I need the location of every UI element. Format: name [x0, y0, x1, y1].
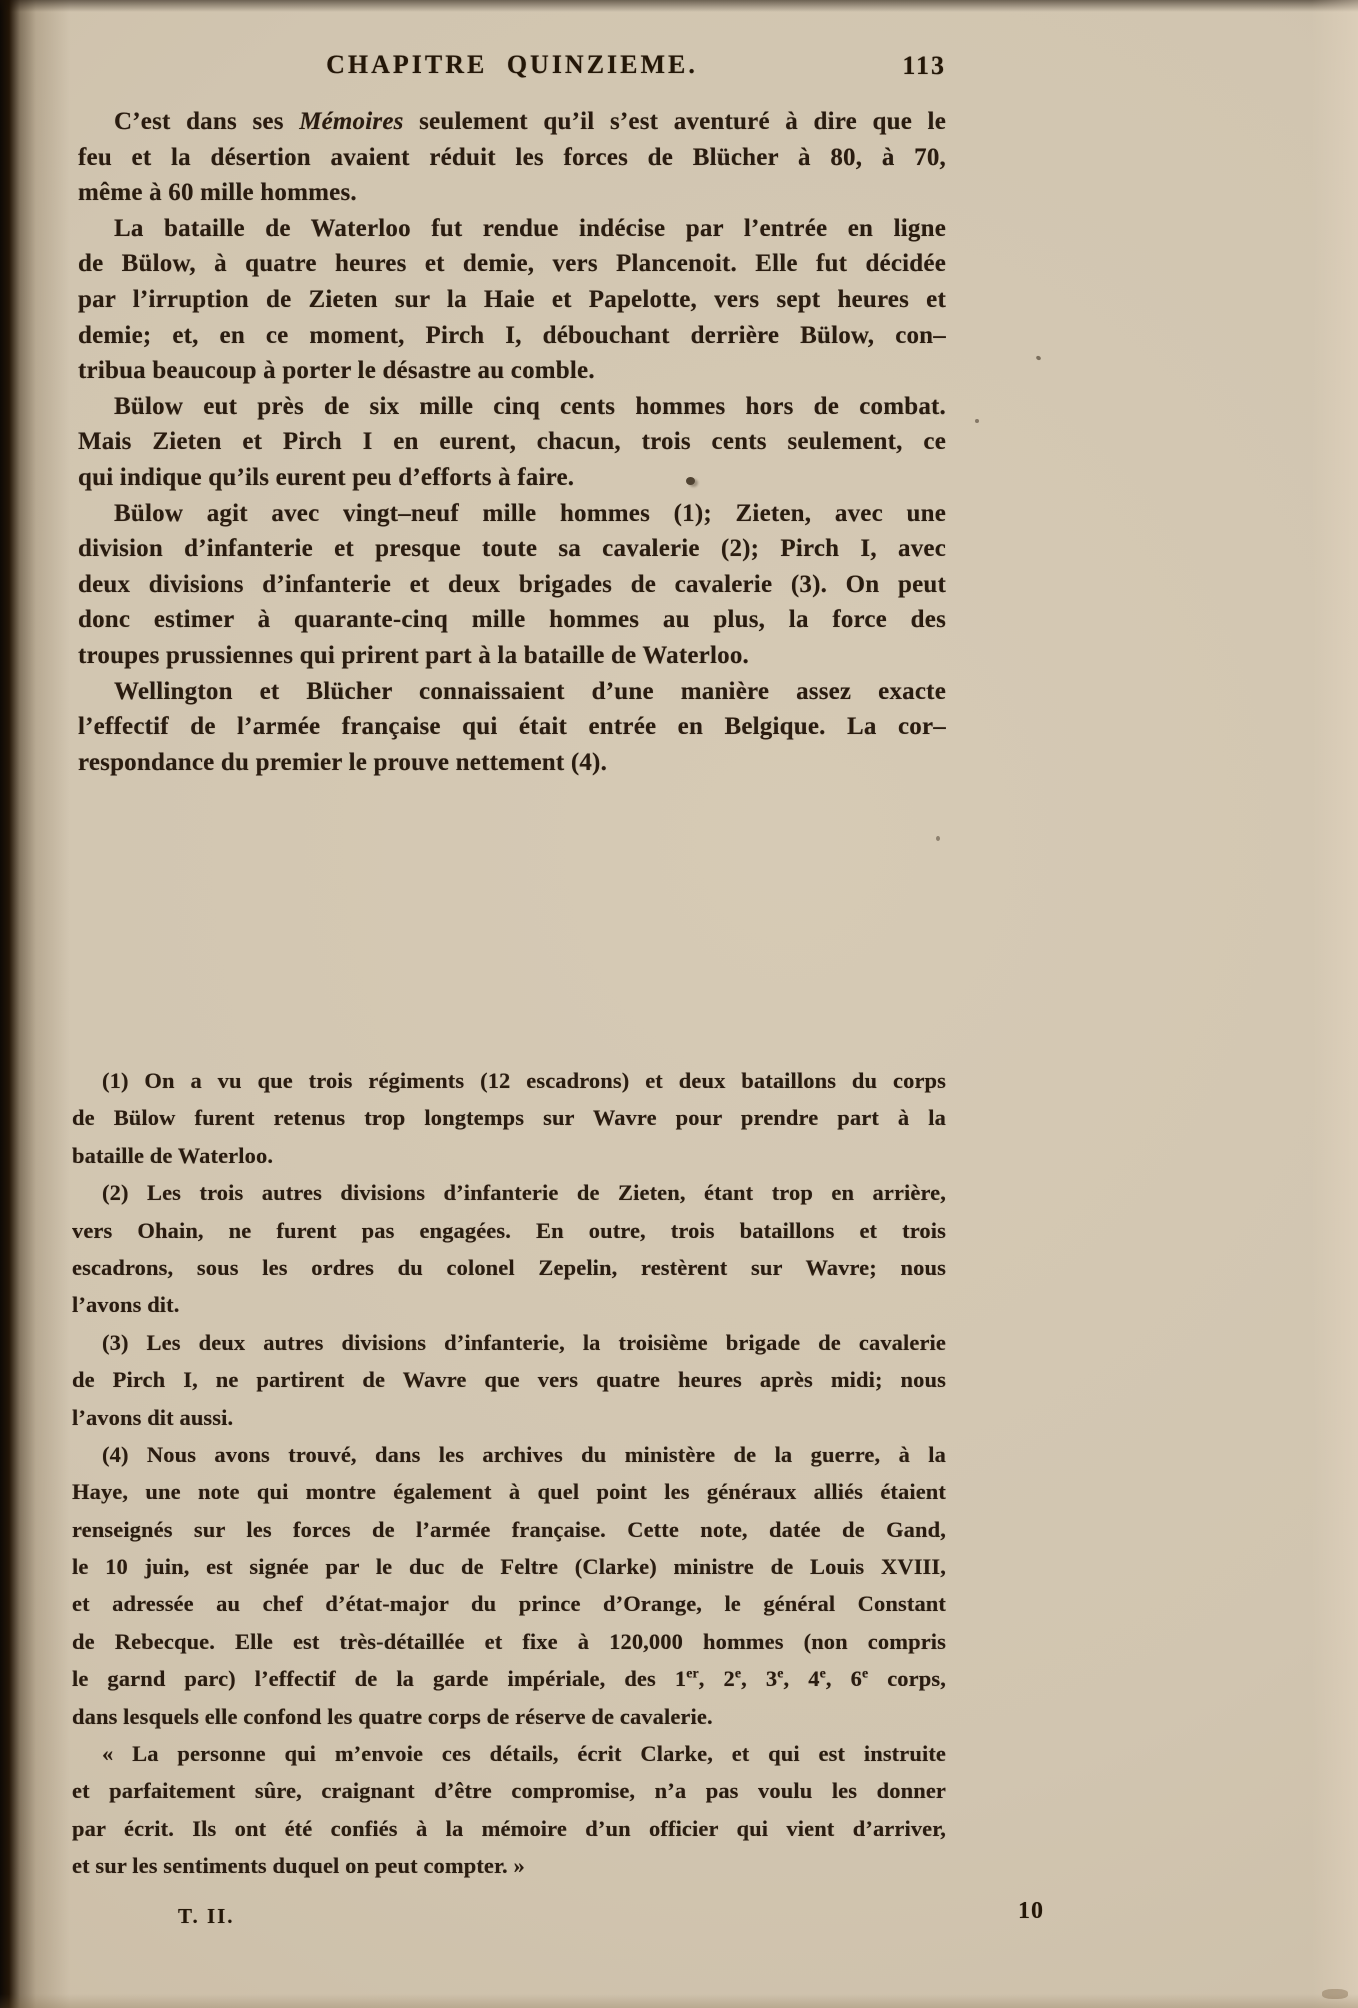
text-line: et sur les sentiments duquel on peut compter. » [72, 1853, 525, 1879]
text-line: feu et la désertion avaient réduit les forces de Blücher à 80, à 70, [78, 143, 946, 171]
text-line: Haye, une note qui montre également à quel point les généraux alliés étaient [72, 1479, 946, 1505]
main-text [78, 104, 946, 780]
footnotes [72, 1062, 946, 1885]
paragraph [72, 1324, 946, 1436]
text-line: par écrit. Ils ont été confiés à la mémoire d’un officier qui vient d’arriver, [72, 1815, 946, 1841]
paragraph [72, 1062, 946, 1174]
page-footer [0, 1898, 1358, 1942]
text-line: de Rebecque. Elle est très-détaillée et fixe à 120,000 hommes (non compris [72, 1628, 946, 1654]
text-line: dans lesquels elle confond les quatre corps de réserve de cavalerie. [72, 1703, 713, 1729]
text-line: et adressée au chef d’état-major du prince d’Orange, le général Constant [72, 1591, 946, 1617]
paragraph [72, 1174, 946, 1324]
text-line: qui indique qu’ils eurent peu d’efforts à faire. [78, 463, 575, 491]
paragraph [78, 496, 946, 674]
text-line: (4) Nous avons trouvé, dans les archives du ministère de la guerre, à la [102, 1441, 946, 1467]
volume-label: T. II. [178, 1904, 235, 1928]
text-line: et parfaitement sûre, craignant d’être compromise, n’a pas voulu les donner [72, 1778, 946, 1804]
ink-speck [1322, 1989, 1348, 1999]
text-line: l’avons dit. [72, 1292, 180, 1318]
text-line: de Pirch I, ne partirent de Wavre que vers quatre heures après midi; nous [72, 1367, 946, 1393]
text-line: vers Ohain, ne furent pas engagées. En outre, trois bataillons et trois [72, 1217, 946, 1243]
text-line: donc estimer à quarante-cinq mille hommes au plus, la force des [78, 606, 946, 634]
paragraph [78, 104, 946, 211]
top-edge-shadow [0, 0, 1358, 12]
text-line: « La personne qui m’envoie ces détails, écrit Clarke, et qui est instruite [102, 1741, 946, 1767]
bottom-edge-shadow [0, 1994, 1358, 2008]
chapter-title: CHAPITRE QUINZIEME. [326, 50, 698, 79]
text-line: bataille de Waterloo. [72, 1142, 274, 1168]
ink-speck [975, 419, 979, 423]
text-line: le garnd parc) l’effectif de la garde impériale, des 1er, 2e, 3e, 4e, 6e corps, [72, 1666, 946, 1692]
text-line: l’effectif de l’armée française qui était entrée en Belgique. La cor– [78, 713, 946, 741]
text-line: demie; et, en ce moment, Pirch I, débouchant derrière Bülow, con– [78, 321, 946, 349]
ink-speck [936, 836, 940, 841]
text-line: (3) Les deux autres divisions d’infanterie, la troisième brigade de cavalerie [102, 1329, 946, 1355]
paragraph [78, 211, 946, 389]
text-line: Bülow agit avec vingt–neuf mille hommes (1); Zieten, avec une [114, 499, 946, 527]
text-line: l’avons dit aussi. [72, 1404, 234, 1430]
text-line: (2) Les trois autres divisions d’infanterie de Zieten, étant trop en arrière, [102, 1180, 946, 1206]
text-line: division d’infanterie et presque toute sa cavalerie (2); Pirch I, avec [78, 535, 946, 563]
text-line: renseignés sur les forces de l’armée française. Cette note, datée de Gand, [72, 1516, 946, 1542]
paragraph [78, 389, 946, 496]
page-number: 113 [902, 51, 946, 80]
paragraph [72, 1436, 946, 1735]
text-line: Wellington et Blücher connaissaient d’une manière assez exacte [114, 677, 946, 705]
text-line: de Bülow furent retenus trop longtemps sur Wavre pour prendre part à la [72, 1105, 946, 1131]
ink-speck [1035, 355, 1041, 361]
running-header [78, 50, 946, 88]
right-edge-highlight [1312, 0, 1358, 2008]
text-line: de Bülow, à quatre heures et demie, vers Plancenoit. Elle fut décidée [78, 250, 946, 278]
text-line: respondance du premier le prouve nettement (4). [78, 748, 608, 776]
text-line: C’est dans ses Mémoires seulement qu’il s’est aventuré à dire que le [114, 108, 946, 135]
text-line: deux divisions d’infanterie et deux brigades de cavalerie (3). On peut [78, 570, 946, 598]
text-line: par l’irruption de Zieten sur la Haie et Papelotte, vers sept heures et [78, 285, 946, 313]
paragraph [72, 1735, 946, 1885]
text-line: Bülow eut près de six mille cinq cents hommes hors de combat. [114, 392, 946, 420]
text-line: troupes prussiennes qui prirent part à la bataille de Waterloo. [78, 641, 749, 669]
text-line: le 10 juin, est signée par le duc de Feltre (Clarke) ministre de Louis XVIII, [72, 1554, 946, 1580]
paragraph [78, 674, 946, 781]
binding-shadow [0, 0, 70, 2008]
signature-number: 10 [1018, 1898, 1044, 1924]
text-line: même à 60 mille hommes. [78, 179, 357, 207]
text-line: tribua beaucoup à porter le désastre au comble. [78, 357, 595, 385]
text-line: La bataille de Waterloo fut rendue indécise par l’entrée en ligne [114, 214, 946, 242]
text-line: Mais Zieten et Pirch I en eurent, chacun, trois cents seulement, ce [78, 428, 946, 456]
text-line: escadrons, sous les ordres du colonel Zepelin, restèrent sur Wavre; nous [72, 1254, 946, 1280]
text-line: (1) On a vu que trois régiments (12 escadrons) et deux bataillons du corps [102, 1068, 946, 1093]
